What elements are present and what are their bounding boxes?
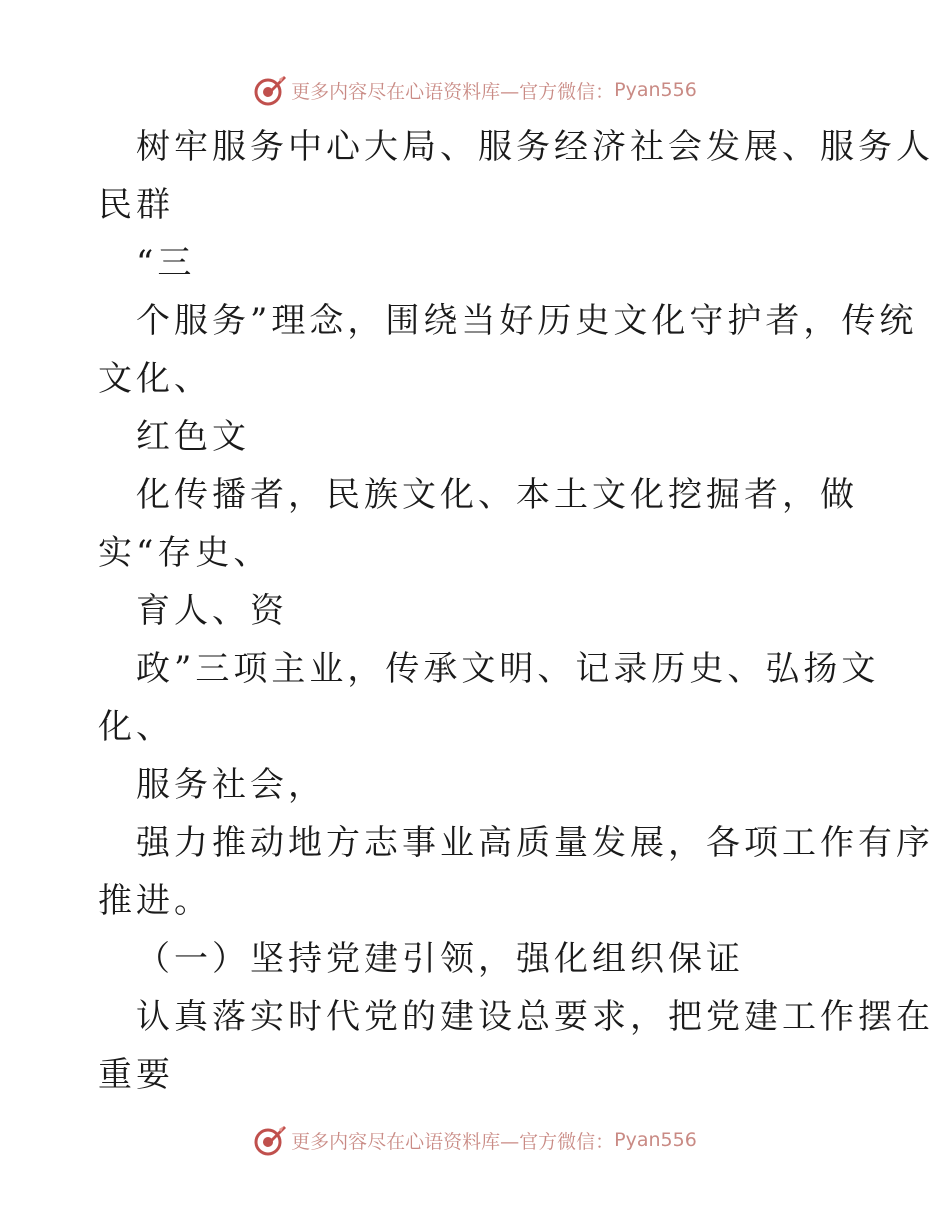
watermark-text: 更多内容尽在心语资料库—官方微信： xyxy=(291,80,615,103)
watermark-wechat-id: Pyan556 xyxy=(614,1129,697,1151)
text-line: 树牢服务中心大局、服务经济社会发展、服务人 xyxy=(136,127,934,167)
text-line: 政”三项主业，传承文明、记录历史、弘扬文 xyxy=(136,649,880,689)
quill-logo-icon xyxy=(253,73,287,107)
text-line: 认真落实时代党的建设总要求，把党建工作摆在 xyxy=(136,997,934,1037)
quill-logo-icon xyxy=(253,1123,287,1157)
text-line: “三 xyxy=(136,243,196,283)
section-heading: （一）坚持党建引领，强化组织保证 xyxy=(136,939,744,979)
text-line: 红色文 xyxy=(136,417,250,457)
text-line: 重要 xyxy=(98,1055,174,1095)
text-line: 个服务”理念，围绕当好历史文化守护者，传统 xyxy=(136,301,918,341)
text-line: 推进。 xyxy=(98,881,212,921)
text-line: 育人、资 xyxy=(136,591,288,631)
watermark-text: 更多内容尽在心语资料库—官方微信： xyxy=(291,1130,615,1153)
watermark-wechat-id: Pyan556 xyxy=(614,79,697,101)
text-line: 实“存史、 xyxy=(98,533,272,573)
text-line: 化传播者，民族文化、本土文化挖掘者，做 xyxy=(136,475,858,515)
footer-watermark xyxy=(0,1120,950,1160)
header-watermark xyxy=(0,70,950,110)
text-line: 服务社会， xyxy=(136,765,326,805)
text-line: 民群 xyxy=(98,185,174,225)
text-line: 化、 xyxy=(98,707,174,747)
text-line: 强力推动地方志事业高质量发展，各项工作有序 xyxy=(136,823,934,863)
text-line: 文化、 xyxy=(98,359,212,399)
